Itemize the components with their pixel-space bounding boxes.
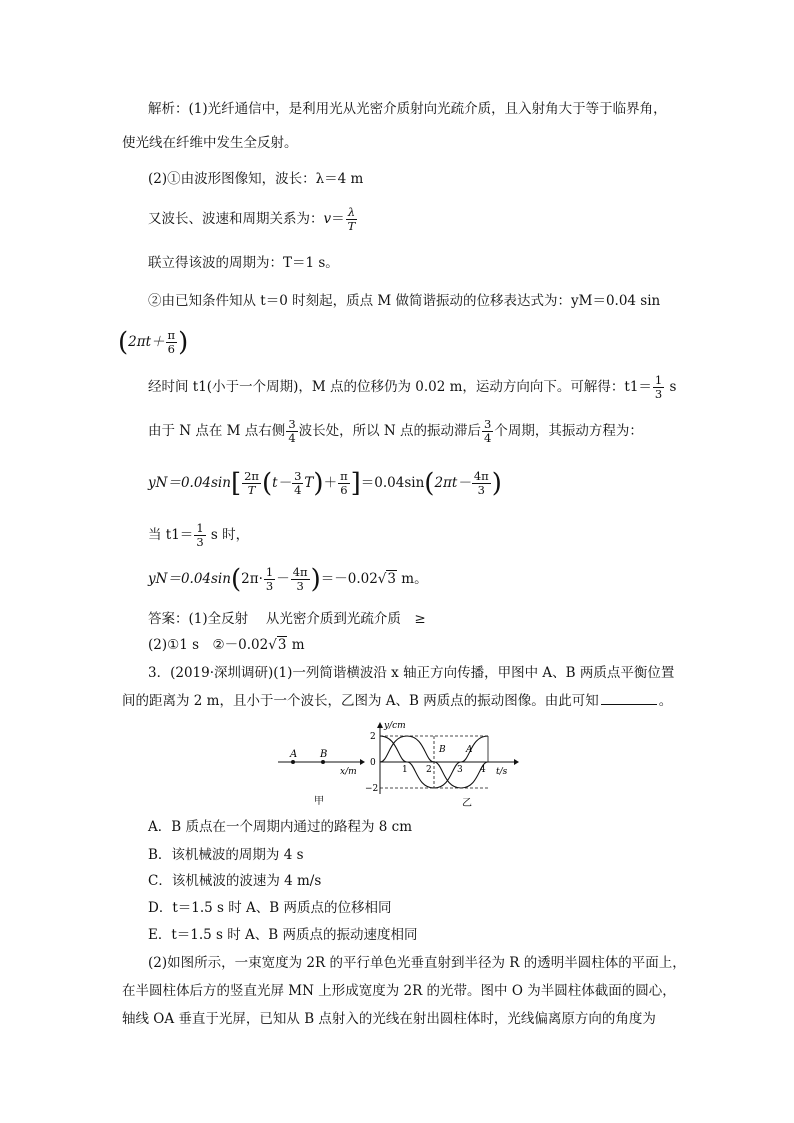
question-3-line-2: 间的距离为 2 m，且小于一个波长，乙图为 A、B 两质点的振动图像。由此可知 。 (122, 693, 673, 709)
option-d: D．t＝1.5 s 时 A、B 两质点的位移相同 (148, 900, 392, 916)
fraction-3-over-4-b: $\frac{3}{4}$ (484, 417, 492, 445)
time-t1-line: 经时间 t1(小于一个周期)，M 点的位移仍为 0.02 m，运动方向向下。可解得：t1＝ $\frac{1}{3}$ s (148, 373, 677, 401)
y-axis-arrow (377, 722, 383, 728)
n-point-line: 由于 N 点在 M 点右侧 $\frac{3}{4}$ 波长处，所以 N 点的振动滞后 $\frac{3}{4}$ 个周期，其振动方程为： (148, 417, 643, 445)
option-a: A．B 质点在一个周期内通过的路程为 8 cm (148, 819, 412, 835)
point-a-label: A (290, 749, 298, 760)
option-c: C．该机械波的波速为 4 m/s (148, 873, 322, 889)
answer-line-1: 答案：(1)全反射 从光密介质到光疏介质 ≥ (148, 611, 426, 627)
point-b-dot (321, 760, 325, 764)
point-a-dot (291, 760, 295, 764)
figure-caption-jia: 甲 (314, 796, 324, 807)
wave-relation-text: 又波长、波速和周期关系为： (148, 211, 324, 227)
solution-line-1: 解析：(1)光纤通信中，是利用光从光密介质射向光疏介质，且入射角大于等于临界角， (148, 101, 667, 117)
y-tick-0: 0 (370, 758, 376, 768)
y-axis-label: y/cm (384, 721, 406, 731)
option-b: B．该机械波的周期为 4 s (148, 847, 304, 863)
v-symbol: v (323, 211, 332, 227)
fraction-pi-over-6: $\frac{\pi}{6}$ (167, 328, 176, 356)
point-b-label: B (320, 749, 328, 760)
t-tick-2: 2 (426, 765, 432, 775)
fraction-lambda-over-T: $\frac{\lambda}{T}$ (347, 205, 356, 233)
part2-line-1: (2)如图所示，一束宽度为 2R 的平行单色光垂直射到半径为 R 的透明半圆柱体的平面上， (148, 955, 686, 971)
period-line: 联立得该波的周期为：T＝1 s。 (148, 255, 339, 271)
curve-b-label: B (439, 745, 446, 755)
figure-yi (362, 718, 522, 822)
displacement-expression-line: ②由已知条件知从 t＝0 时刻起，质点 M 做简谐振动的位移表达式为：yM＝0.04 sin (148, 293, 661, 309)
part2-line-2: 在半圆柱体后方的竖直光屏 MN 上形成宽度为 2R 的光带。图中 O 为半圆柱体截面的圆心， (122, 983, 676, 999)
part2-line-3: 轴线 OA 垂直于光屏，已知从 B 点射入的光线在射出圆柱体时，光线偏离原方向的角度为 (122, 1011, 656, 1027)
fraction-2pi-over-T: $\frac{2\pi}{T}$ (244, 469, 259, 497)
solution-line-2: 使光线在纤维中发生全反射。 (122, 135, 298, 151)
fraction-3-over-4: $\frac{3}{4}$ (288, 417, 296, 445)
answer-blank[interactable] (601, 692, 657, 705)
answer-line-2: (2)①1 s ②－0.02√3 m (148, 637, 305, 653)
curve-a-label: A (466, 745, 473, 755)
question-3-line-1: 3．(2019·深圳调研)(1)一列简谐横波沿 x 轴正方向传播，甲图中 A、B 两质点平衡位置 (148, 665, 675, 681)
fraction-4pi-over-3: $\frac{4\pi}{3}$ (473, 469, 489, 497)
n-equation-line: yN＝0.04sin[ $\frac{2\pi}{T}$ (t－ $\frac{3}{4}$ T)＋ $\frac{\pi}{6}$ ]＝0.04sin(2πt－ $\frac{4\pi}{3}$ ) (148, 468, 502, 499)
y-tick-minus2: −2 (365, 784, 379, 794)
t-tick-3: 3 (457, 765, 463, 775)
axis-label: x/m (340, 767, 357, 777)
figure-jia (276, 742, 366, 822)
figure-caption-yi: 乙 (462, 798, 472, 809)
t-tick-4: 4 (480, 765, 486, 775)
wave-relation-line (148, 204, 358, 234)
y-tick-2: 2 (370, 732, 376, 742)
displacement-expression-cont: (2πt＋ $\frac{\pi}{6}$ ) (118, 327, 189, 358)
when-t1-line: 当 t1＝ $\frac{1}{3}$ s 时， (148, 521, 250, 549)
equals: ＝ (331, 211, 345, 227)
fraction-1-over-3: $\frac{1}{3}$ (654, 373, 663, 401)
t-axis-arrow (514, 759, 519, 765)
t-tick-1: 1 (402, 765, 408, 775)
t-axis-label: t/s (496, 767, 508, 777)
wavelength-line: (2)①由波形图像知，波长：λ＝4 m (148, 171, 364, 187)
option-e: E．t＝1.5 s 时 A、B 两质点的振动速度相同 (148, 927, 418, 943)
n-value-line: yN＝0.04sin(2π· $\frac{1}{3}$ － $\frac{4\pi}{3}$ )＝－0.02√3 m。 (148, 564, 428, 595)
